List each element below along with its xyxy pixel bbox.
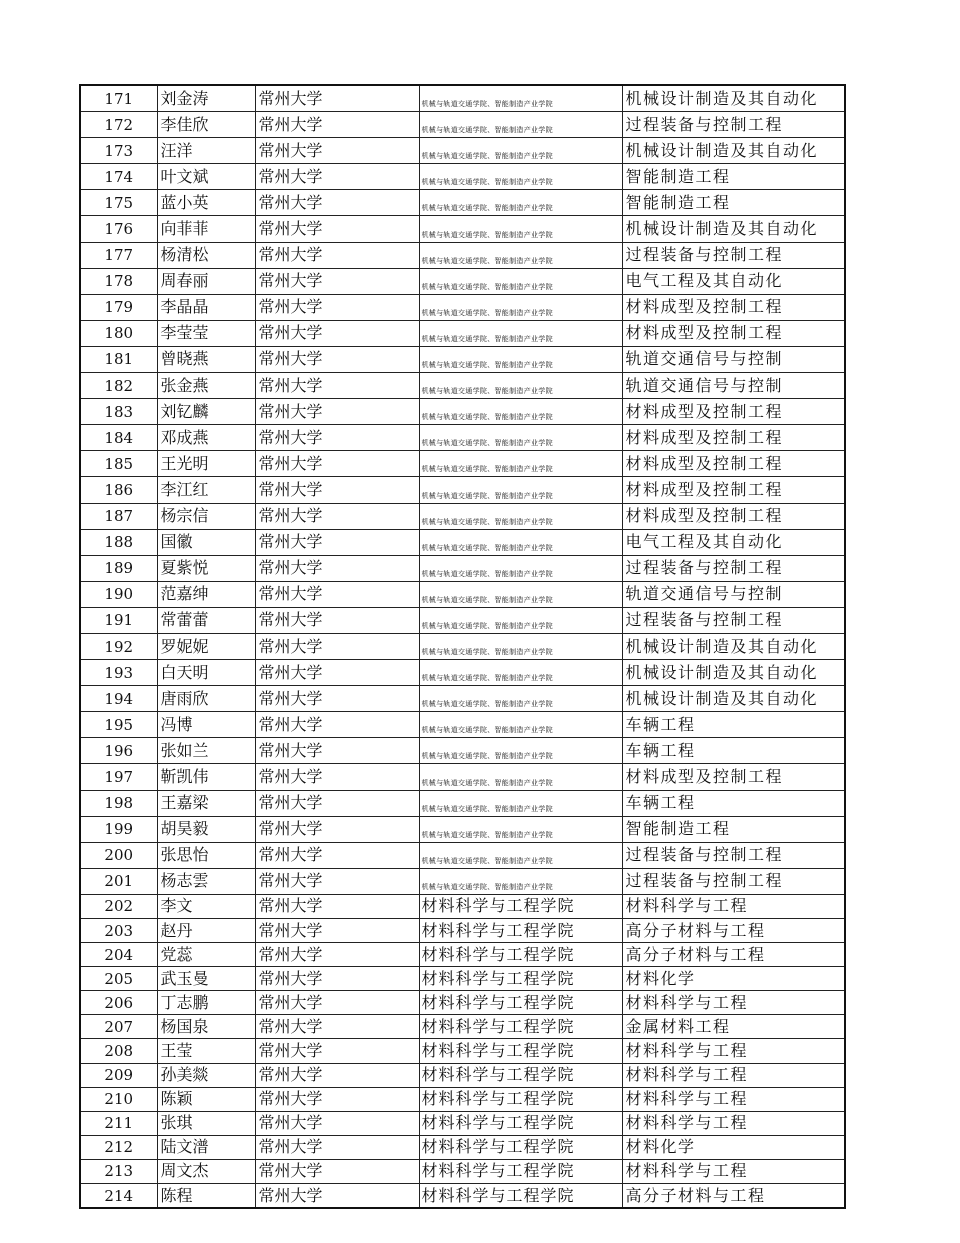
university: 常州大学 bbox=[255, 868, 419, 894]
major: 高分子材料与工程 bbox=[622, 1184, 845, 1209]
college: 机械与轨道交通学院、智能制造产业学院 bbox=[419, 190, 622, 216]
major: 智能制造工程 bbox=[622, 190, 845, 216]
student-name: 靳凯伟 bbox=[157, 764, 255, 790]
university: 常州大学 bbox=[255, 790, 419, 816]
table-row bbox=[80, 1087, 845, 1111]
row-number: 213 bbox=[80, 1159, 157, 1183]
college: 材料科学与工程学院 bbox=[419, 1159, 622, 1183]
college: 材料科学与工程学院 bbox=[419, 991, 622, 1015]
major: 过程装备与控制工程 bbox=[622, 607, 845, 633]
row-number: 208 bbox=[80, 1039, 157, 1063]
major: 机械设计制造及其自动化 bbox=[622, 686, 845, 712]
university: 常州大学 bbox=[255, 85, 419, 112]
student-name: 李莹莹 bbox=[157, 320, 255, 346]
row-number: 190 bbox=[80, 581, 157, 607]
university: 常州大学 bbox=[255, 451, 419, 477]
major: 材料科学与工程 bbox=[622, 1159, 845, 1183]
university: 常州大学 bbox=[255, 660, 419, 686]
college: 机械与轨道交通学院、智能制造产业学院 bbox=[419, 242, 622, 268]
table-row bbox=[80, 991, 845, 1015]
major: 过程装备与控制工程 bbox=[622, 555, 845, 581]
row-number: 174 bbox=[80, 164, 157, 190]
college: 机械与轨道交通学院、智能制造产业学院 bbox=[419, 164, 622, 190]
university: 常州大学 bbox=[255, 1015, 419, 1039]
major: 智能制造工程 bbox=[622, 164, 845, 190]
university: 常州大学 bbox=[255, 112, 419, 138]
table-row bbox=[80, 242, 845, 268]
major: 材料成型及控制工程 bbox=[622, 477, 845, 503]
college: 机械与轨道交通学院、智能制造产业学院 bbox=[419, 268, 622, 294]
college: 机械与轨道交通学院、智能制造产业学院 bbox=[419, 503, 622, 529]
major: 车辆工程 bbox=[622, 790, 845, 816]
row-number: 187 bbox=[80, 503, 157, 529]
university: 常州大学 bbox=[255, 242, 419, 268]
table-row bbox=[80, 216, 845, 242]
table-row bbox=[80, 373, 845, 399]
college: 机械与轨道交通学院、智能制造产业学院 bbox=[419, 633, 622, 659]
university: 常州大学 bbox=[255, 320, 419, 346]
table-row bbox=[80, 660, 845, 686]
university: 常州大学 bbox=[255, 842, 419, 868]
table-row bbox=[80, 294, 845, 320]
university: 常州大学 bbox=[255, 967, 419, 991]
college: 材料科学与工程学院 bbox=[419, 1184, 622, 1209]
major: 材料科学与工程 bbox=[622, 991, 845, 1015]
student-name: 向菲菲 bbox=[157, 216, 255, 242]
student-name: 张如兰 bbox=[157, 738, 255, 764]
row-number: 182 bbox=[80, 373, 157, 399]
major: 机械设计制造及其自动化 bbox=[622, 633, 845, 659]
college: 机械与轨道交通学院、智能制造产业学院 bbox=[419, 320, 622, 346]
college: 机械与轨道交通学院、智能制造产业学院 bbox=[419, 555, 622, 581]
college: 机械与轨道交通学院、智能制造产业学院 bbox=[419, 842, 622, 868]
major: 材料成型及控制工程 bbox=[622, 294, 845, 320]
table-row bbox=[80, 85, 845, 112]
table-row bbox=[80, 868, 845, 894]
row-number: 200 bbox=[80, 842, 157, 868]
college: 机械与轨道交通学院、智能制造产业学院 bbox=[419, 712, 622, 738]
college: 机械与轨道交通学院、智能制造产业学院 bbox=[419, 451, 622, 477]
table-row bbox=[80, 816, 845, 842]
major: 材料科学与工程 bbox=[622, 1039, 845, 1063]
row-number: 204 bbox=[80, 943, 157, 967]
row-number: 212 bbox=[80, 1135, 157, 1159]
table-row bbox=[80, 943, 845, 967]
university: 常州大学 bbox=[255, 738, 419, 764]
table-row bbox=[80, 503, 845, 529]
table-row bbox=[80, 764, 845, 790]
student-name: 常蕾蕾 bbox=[157, 607, 255, 633]
college: 材料科学与工程学院 bbox=[419, 1063, 622, 1087]
row-number: 198 bbox=[80, 790, 157, 816]
college: 机械与轨道交通学院、智能制造产业学院 bbox=[419, 216, 622, 242]
university: 常州大学 bbox=[255, 764, 419, 790]
table-row bbox=[80, 1015, 845, 1039]
row-number: 189 bbox=[80, 555, 157, 581]
college: 机械与轨道交通学院、智能制造产业学院 bbox=[419, 581, 622, 607]
row-number: 207 bbox=[80, 1015, 157, 1039]
table-row bbox=[80, 1135, 845, 1159]
student-name: 李文 bbox=[157, 894, 255, 918]
student-name: 刘钇麟 bbox=[157, 399, 255, 425]
table-row bbox=[80, 919, 845, 943]
university: 常州大学 bbox=[255, 1063, 419, 1087]
college: 机械与轨道交通学院、智能制造产业学院 bbox=[419, 373, 622, 399]
major: 过程装备与控制工程 bbox=[622, 842, 845, 868]
college: 机械与轨道交通学院、智能制造产业学院 bbox=[419, 660, 622, 686]
row-number: 205 bbox=[80, 967, 157, 991]
student-name: 刘金涛 bbox=[157, 85, 255, 112]
college: 机械与轨道交通学院、智能制造产业学院 bbox=[419, 790, 622, 816]
major: 轨道交通信号与控制 bbox=[622, 346, 845, 372]
student-name: 张思怡 bbox=[157, 842, 255, 868]
major: 过程装备与控制工程 bbox=[622, 868, 845, 894]
student-name: 王莹 bbox=[157, 1039, 255, 1063]
major: 轨道交通信号与控制 bbox=[622, 373, 845, 399]
college: 材料科学与工程学院 bbox=[419, 1135, 622, 1159]
college: 材料科学与工程学院 bbox=[419, 1111, 622, 1135]
university: 常州大学 bbox=[255, 373, 419, 399]
university: 常州大学 bbox=[255, 425, 419, 451]
table-row bbox=[80, 320, 845, 346]
table-row bbox=[80, 529, 845, 555]
student-name: 周春丽 bbox=[157, 268, 255, 294]
major: 材料成型及控制工程 bbox=[622, 764, 845, 790]
university: 常州大学 bbox=[255, 712, 419, 738]
row-number: 211 bbox=[80, 1111, 157, 1135]
row-number: 183 bbox=[80, 399, 157, 425]
table-row bbox=[80, 425, 845, 451]
college: 材料科学与工程学院 bbox=[419, 967, 622, 991]
university: 常州大学 bbox=[255, 1159, 419, 1183]
university: 常州大学 bbox=[255, 346, 419, 372]
university: 常州大学 bbox=[255, 991, 419, 1015]
table-row bbox=[80, 451, 845, 477]
table-row bbox=[80, 894, 845, 918]
row-number: 202 bbox=[80, 894, 157, 918]
table-row bbox=[80, 268, 845, 294]
major: 机械设计制造及其自动化 bbox=[622, 660, 845, 686]
row-number: 176 bbox=[80, 216, 157, 242]
row-number: 185 bbox=[80, 451, 157, 477]
university: 常州大学 bbox=[255, 399, 419, 425]
table-row bbox=[80, 738, 845, 764]
row-number: 184 bbox=[80, 425, 157, 451]
row-number: 196 bbox=[80, 738, 157, 764]
major: 材料化学 bbox=[622, 967, 845, 991]
college: 机械与轨道交通学院、智能制造产业学院 bbox=[419, 686, 622, 712]
major: 材料成型及控制工程 bbox=[622, 451, 845, 477]
major: 机械设计制造及其自动化 bbox=[622, 216, 845, 242]
row-number: 197 bbox=[80, 764, 157, 790]
row-number: 177 bbox=[80, 242, 157, 268]
student-name: 张金燕 bbox=[157, 373, 255, 399]
row-number: 191 bbox=[80, 607, 157, 633]
college: 机械与轨道交通学院、智能制造产业学院 bbox=[419, 764, 622, 790]
student-name: 陆文潽 bbox=[157, 1135, 255, 1159]
college: 机械与轨道交通学院、智能制造产业学院 bbox=[419, 294, 622, 320]
college: 机械与轨道交通学院、智能制造产业学院 bbox=[419, 529, 622, 555]
row-number: 194 bbox=[80, 686, 157, 712]
row-number: 192 bbox=[80, 633, 157, 659]
table-row bbox=[80, 607, 845, 633]
university: 常州大学 bbox=[255, 1184, 419, 1209]
row-number: 195 bbox=[80, 712, 157, 738]
university: 常州大学 bbox=[255, 894, 419, 918]
row-number: 171 bbox=[80, 85, 157, 112]
row-number: 188 bbox=[80, 529, 157, 555]
row-number: 199 bbox=[80, 816, 157, 842]
row-number: 173 bbox=[80, 138, 157, 164]
university: 常州大学 bbox=[255, 1087, 419, 1111]
major: 车辆工程 bbox=[622, 712, 845, 738]
table-row bbox=[80, 399, 845, 425]
student-name: 王嘉梁 bbox=[157, 790, 255, 816]
university: 常州大学 bbox=[255, 686, 419, 712]
row-number: 206 bbox=[80, 991, 157, 1015]
student-name: 杨宗信 bbox=[157, 503, 255, 529]
major: 材料科学与工程 bbox=[622, 894, 845, 918]
college: 材料科学与工程学院 bbox=[419, 1039, 622, 1063]
university: 常州大学 bbox=[255, 294, 419, 320]
university: 常州大学 bbox=[255, 607, 419, 633]
major: 材料科学与工程 bbox=[622, 1111, 845, 1135]
student-name: 白天明 bbox=[157, 660, 255, 686]
major: 材料成型及控制工程 bbox=[622, 425, 845, 451]
row-number: 181 bbox=[80, 346, 157, 372]
college: 机械与轨道交通学院、智能制造产业学院 bbox=[419, 477, 622, 503]
row-number: 180 bbox=[80, 320, 157, 346]
college: 材料科学与工程学院 bbox=[419, 919, 622, 943]
student-name: 丁志鹏 bbox=[157, 991, 255, 1015]
student-name: 党蕊 bbox=[157, 943, 255, 967]
college: 机械与轨道交通学院、智能制造产业学院 bbox=[419, 868, 622, 894]
college: 机械与轨道交通学院、智能制造产业学院 bbox=[419, 346, 622, 372]
college: 材料科学与工程学院 bbox=[419, 1087, 622, 1111]
university: 常州大学 bbox=[255, 581, 419, 607]
table-row bbox=[80, 164, 845, 190]
table-row bbox=[80, 346, 845, 372]
college: 材料科学与工程学院 bbox=[419, 943, 622, 967]
university: 常州大学 bbox=[255, 633, 419, 659]
college: 机械与轨道交通学院、智能制造产业学院 bbox=[419, 607, 622, 633]
row-number: 209 bbox=[80, 1063, 157, 1087]
row-number: 186 bbox=[80, 477, 157, 503]
student-name: 曾晓燕 bbox=[157, 346, 255, 372]
table-row bbox=[80, 138, 845, 164]
table-row bbox=[80, 842, 845, 868]
student-name: 赵丹 bbox=[157, 919, 255, 943]
student-name: 罗妮妮 bbox=[157, 633, 255, 659]
student-name: 唐雨欣 bbox=[157, 686, 255, 712]
student-name: 杨清松 bbox=[157, 242, 255, 268]
major: 材料成型及控制工程 bbox=[622, 320, 845, 346]
row-number: 203 bbox=[80, 919, 157, 943]
university: 常州大学 bbox=[255, 138, 419, 164]
university: 常州大学 bbox=[255, 503, 419, 529]
college: 机械与轨道交通学院、智能制造产业学院 bbox=[419, 738, 622, 764]
student-name: 范嘉绅 bbox=[157, 581, 255, 607]
table-row bbox=[80, 1159, 845, 1183]
student-name: 周文杰 bbox=[157, 1159, 255, 1183]
student-name: 杨志雲 bbox=[157, 868, 255, 894]
university: 常州大学 bbox=[255, 919, 419, 943]
roster-table bbox=[79, 84, 846, 1209]
row-number: 179 bbox=[80, 294, 157, 320]
major: 过程装备与控制工程 bbox=[622, 242, 845, 268]
row-number: 175 bbox=[80, 190, 157, 216]
row-number: 193 bbox=[80, 660, 157, 686]
table-row bbox=[80, 1111, 845, 1135]
row-number: 172 bbox=[80, 112, 157, 138]
major: 材料化学 bbox=[622, 1135, 845, 1159]
table-row bbox=[80, 1063, 845, 1087]
university: 常州大学 bbox=[255, 216, 419, 242]
student-name: 邓成燕 bbox=[157, 425, 255, 451]
major: 电气工程及其自动化 bbox=[622, 529, 845, 555]
student-name: 陈程 bbox=[157, 1184, 255, 1209]
college: 机械与轨道交通学院、智能制造产业学院 bbox=[419, 85, 622, 112]
college: 材料科学与工程学院 bbox=[419, 894, 622, 918]
college: 机械与轨道交通学院、智能制造产业学院 bbox=[419, 399, 622, 425]
row-number: 178 bbox=[80, 268, 157, 294]
university: 常州大学 bbox=[255, 529, 419, 555]
row-number: 214 bbox=[80, 1184, 157, 1209]
major: 高分子材料与工程 bbox=[622, 919, 845, 943]
student-name: 李江红 bbox=[157, 477, 255, 503]
student-name: 孙美燚 bbox=[157, 1063, 255, 1087]
university: 常州大学 bbox=[255, 943, 419, 967]
college: 机械与轨道交通学院、智能制造产业学院 bbox=[419, 816, 622, 842]
table-row bbox=[80, 712, 845, 738]
university: 常州大学 bbox=[255, 1135, 419, 1159]
student-name: 李晶晶 bbox=[157, 294, 255, 320]
college: 机械与轨道交通学院、智能制造产业学院 bbox=[419, 138, 622, 164]
major: 机械设计制造及其自动化 bbox=[622, 138, 845, 164]
student-name: 汪洋 bbox=[157, 138, 255, 164]
table-row bbox=[80, 190, 845, 216]
row-number: 201 bbox=[80, 868, 157, 894]
major: 车辆工程 bbox=[622, 738, 845, 764]
university: 常州大学 bbox=[255, 477, 419, 503]
university: 常州大学 bbox=[255, 1039, 419, 1063]
major: 轨道交通信号与控制 bbox=[622, 581, 845, 607]
student-name: 叶文斌 bbox=[157, 164, 255, 190]
major: 电气工程及其自动化 bbox=[622, 268, 845, 294]
college: 机械与轨道交通学院、智能制造产业学院 bbox=[419, 425, 622, 451]
student-name: 王光明 bbox=[157, 451, 255, 477]
student-name: 冯博 bbox=[157, 712, 255, 738]
student-name: 张琪 bbox=[157, 1111, 255, 1135]
university: 常州大学 bbox=[255, 555, 419, 581]
roster-body bbox=[80, 85, 845, 1208]
student-name: 夏紫悦 bbox=[157, 555, 255, 581]
student-name: 胡昊毅 bbox=[157, 816, 255, 842]
major: 材料科学与工程 bbox=[622, 1087, 845, 1111]
table-row bbox=[80, 967, 845, 991]
major: 材料成型及控制工程 bbox=[622, 503, 845, 529]
major: 智能制造工程 bbox=[622, 816, 845, 842]
student-name: 杨国泉 bbox=[157, 1015, 255, 1039]
table-row bbox=[80, 477, 845, 503]
university: 常州大学 bbox=[255, 190, 419, 216]
row-number: 210 bbox=[80, 1087, 157, 1111]
table-row bbox=[80, 686, 845, 712]
student-name: 武玉曼 bbox=[157, 967, 255, 991]
table-row bbox=[80, 790, 845, 816]
university: 常州大学 bbox=[255, 1111, 419, 1135]
major: 高分子材料与工程 bbox=[622, 943, 845, 967]
table-row bbox=[80, 112, 845, 138]
table-row bbox=[80, 1039, 845, 1063]
major: 材料科学与工程 bbox=[622, 1063, 845, 1087]
table-row bbox=[80, 581, 845, 607]
student-name: 李佳欣 bbox=[157, 112, 255, 138]
university: 常州大学 bbox=[255, 164, 419, 190]
university: 常州大学 bbox=[255, 268, 419, 294]
table-row bbox=[80, 555, 845, 581]
major: 过程装备与控制工程 bbox=[622, 112, 845, 138]
student-name: 蓝小英 bbox=[157, 190, 255, 216]
university: 常州大学 bbox=[255, 816, 419, 842]
major: 机械设计制造及其自动化 bbox=[622, 85, 845, 112]
major: 金属材料工程 bbox=[622, 1015, 845, 1039]
student-name: 陈颖 bbox=[157, 1087, 255, 1111]
college: 材料科学与工程学院 bbox=[419, 1015, 622, 1039]
major: 材料成型及控制工程 bbox=[622, 399, 845, 425]
student-name: 国徽 bbox=[157, 529, 255, 555]
table-row bbox=[80, 1184, 845, 1209]
college: 机械与轨道交通学院、智能制造产业学院 bbox=[419, 112, 622, 138]
table-row bbox=[80, 633, 845, 659]
